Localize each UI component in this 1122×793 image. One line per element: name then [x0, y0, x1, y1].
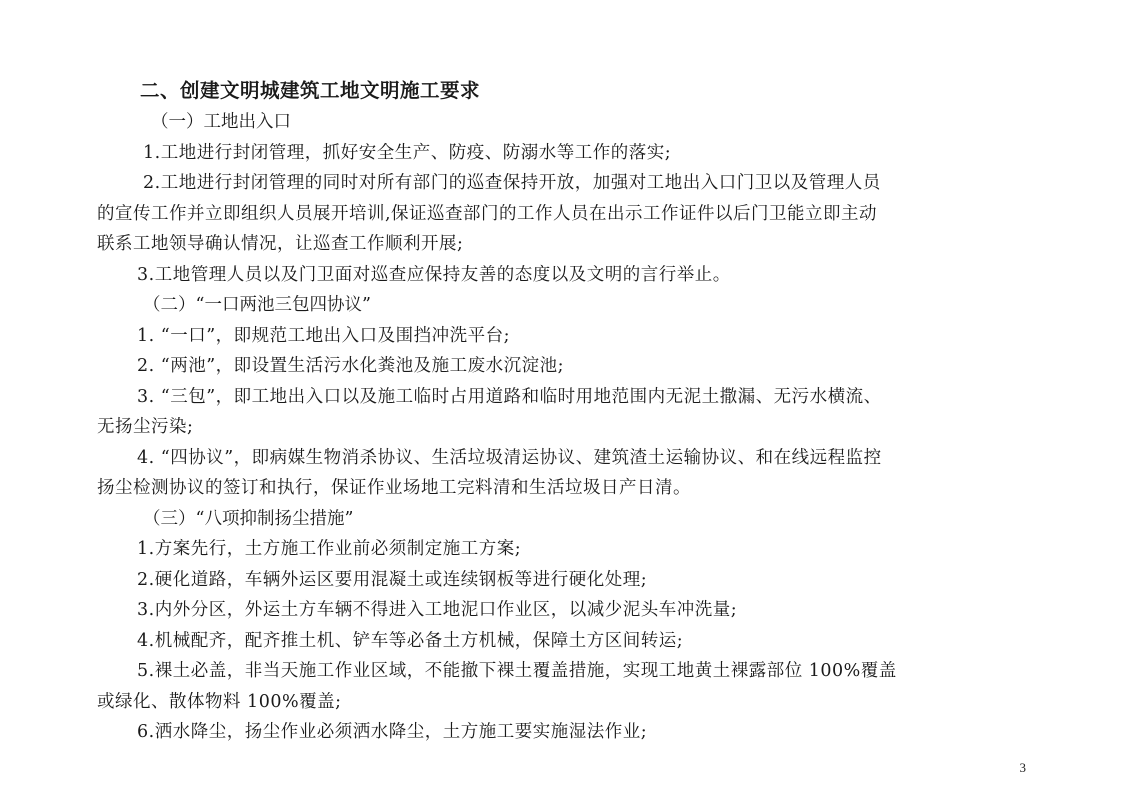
- subsection-title-protocols: （二）“一口两池三包四协议”: [143, 295, 371, 315]
- section-heading: 二、创建文明城建筑工地文明施工要求: [140, 79, 481, 102]
- paragraph-line: 4.机械配齐，配齐推土机、铲车等必备土方机械，保障土方区间转运;: [137, 630, 684, 651]
- paragraph-line: 3.内外分区，外运土方车辆不得进入工地泥口作业区，以减少泥头车冲洗量;: [137, 600, 738, 620]
- paragraph-line: 3. “三包”，即工地出入口以及施工临时占用道路和临时用地范围内无泥土撒漏、无污水横流、: [137, 386, 882, 407]
- paragraph-line: 6.洒水降尘，扬尘作业必须洒水降尘，土方施工要实施湿法作业;: [137, 722, 648, 742]
- paragraph-line: 扬尘检测协议的签订和执行，保证作业场地工完料清和生活垃圾日产日清。: [97, 478, 691, 498]
- paragraph-line: 2. “两池”，即设置生活污水化粪池及施工废水沉淀池;: [137, 356, 565, 376]
- paragraph-line: 1.方案先行，土方施工作业前必须制定施工方案;: [137, 539, 522, 559]
- paragraph-line: 4. “四协议”，即病媒生物消杀协议、生活垃圾清运协议、建筑渣土运输协议、和在线远程监控: [137, 447, 882, 468]
- paragraph-line: 的宣传工作并立即组织人员展开培训,保证巡查部门的工作人员在出示工作证件以后门卫能立即主动: [97, 203, 878, 224]
- subsection-title-dust-control: （三）“八项抑制扬尘措施”: [143, 508, 354, 529]
- document-body: [97, 74, 1027, 748]
- paragraph-line: 3.工地管理人员以及门卫面对巡查应保持友善的态度以及文明的言行举止。: [137, 264, 731, 285]
- paragraph-line: 2.硬化道路，车辆外运区要用混凝土或连续钢板等进行硬化处理;: [137, 569, 648, 590]
- paragraph-line: 联系工地领导确认情况，让巡查工作顺利开展;: [97, 234, 464, 254]
- subsection-title-entrance: （一）工地出入口: [151, 112, 291, 132]
- paragraph-line: 5.裸土必盖，非当天施工作业区域，不能撤下裸土覆盖措施，实现工地黄土裸露部位 100%覆盖: [137, 661, 897, 681]
- page-number: 3: [1019, 760, 1026, 775]
- paragraph-line: 1. “一口”，即规范工地出入口及围挡冲洗平台;: [137, 325, 511, 346]
- paragraph-line: 2.工地进行封闭管理的同时对所有部门的巡查保持开放，加强对工地出入口门卫以及管理人员: [143, 173, 881, 193]
- paragraph-line: 无扬尘污染;: [97, 417, 194, 437]
- paragraph-line: 1.工地进行封闭管理，抓好安全生产、防疫、防溺水等工作的落实;: [143, 142, 672, 163]
- paragraph-line: 或绿化、散体物料 100%覆盖;: [97, 691, 342, 712]
